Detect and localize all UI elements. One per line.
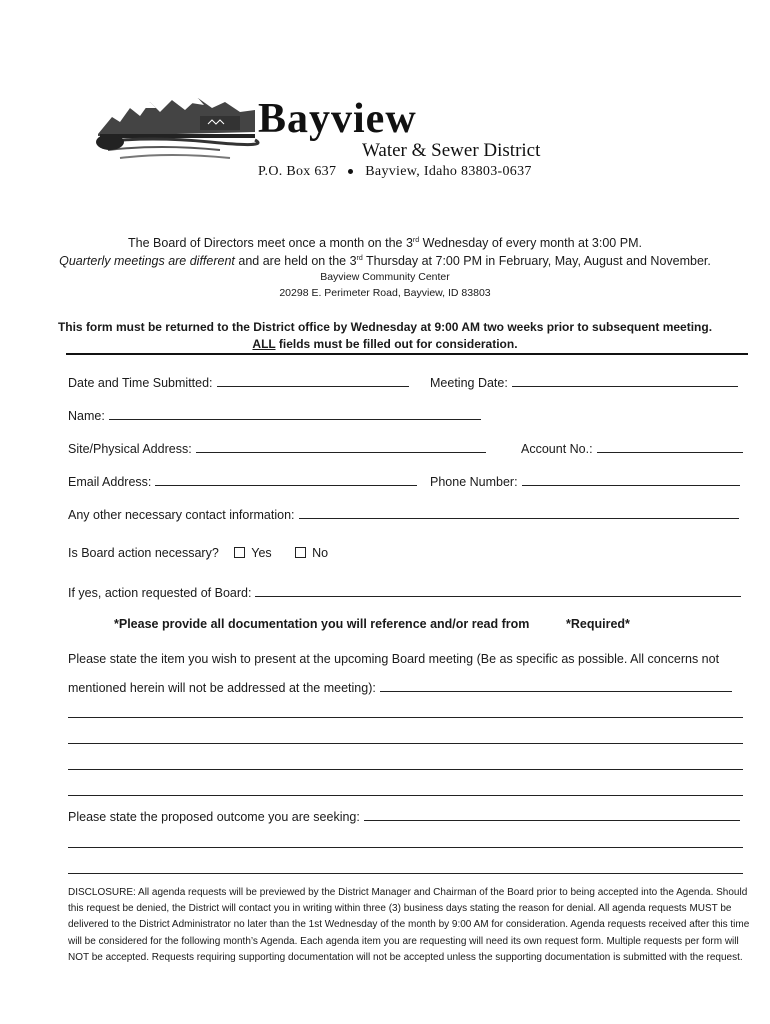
item-answer-line[interactable]: [68, 769, 743, 770]
fields-required-notice: ALL fields must be filled out for consideration.: [252, 337, 518, 351]
item-answer-line[interactable]: [68, 743, 743, 744]
return-notice: This form must be returned to the District office by Wednesday at 9:00 AM two weeks prior to subsequent meeting.: [57, 320, 713, 334]
board-action-question: Is Board action necessary? Yes No: [68, 546, 329, 560]
header-divider: [66, 353, 748, 355]
mountain-lake-logo: [90, 72, 260, 172]
po-box: P.O. Box 637: [258, 164, 337, 179]
no-label: No: [312, 546, 329, 560]
city-line: Bayview, Idaho 83803-0637: [365, 164, 532, 179]
outcome-answer-line[interactable]: [68, 873, 743, 874]
outcome-answer-line[interactable]: [68, 847, 743, 848]
phone-field[interactable]: Phone Number:: [430, 473, 740, 489]
meeting-schedule-line1: The Board of Directors meet once a month on the 3rd Wednesday of every month at 3:00 PM.: [128, 236, 642, 250]
item-answer-line[interactable]: [68, 795, 743, 796]
disclosure-text: DISCLOSURE: All agenda requests will be previewed by the District Manager and Chairman of the Board prior to being accepted into the Agenda. Should this request be denied, the District will contact you in writing within three (3) business days stating the reason for denial. All agenda requests MUST be delivered to the District Administrator no later than the 1st Wednesday of the month by 9:00 AM for consideration. Agenda requests received after this time will be considered for the following month’s Agenda. Each agenda item you are requesting will need its own request form. Multiple requests per form will NOT be accepted. Requests requiring supporting documentation will not be accepted unless the supporting documentation is submitted with the request.: [68, 887, 750, 963]
brand-subtitle: Water & Sewer District: [362, 140, 541, 161]
email-field[interactable]: Email Address:: [68, 473, 417, 489]
name-field[interactable]: Name:: [68, 407, 481, 423]
required-note: *Required*: [566, 617, 630, 631]
meeting-schedule-line2: Quarterly meetings are different and are held on the 3rd Thursday at 7:00 PM in February, May, August and November.: [59, 254, 711, 268]
date-submitted-field[interactable]: Date and Time Submitted:: [68, 374, 409, 390]
meeting-date-field[interactable]: Meeting Date:: [430, 374, 738, 390]
letterhead-address: [258, 164, 532, 180]
action-requested-field[interactable]: If yes, action requested of Board:: [68, 584, 741, 600]
item-prompt-field[interactable]: mentioned herein will not be addressed at the meeting):: [68, 679, 732, 695]
yes-label: Yes: [251, 546, 272, 560]
brand-name: Bayview: [258, 96, 417, 142]
venue-address: 20298 E. Perimeter Road, Bayview, ID 83803: [279, 287, 491, 299]
bullet-icon: [348, 169, 353, 174]
no-checkbox[interactable]: [295, 547, 306, 558]
item-answer-line[interactable]: [68, 717, 743, 718]
account-number-field[interactable]: Account No.:: [521, 440, 743, 456]
site-address-field[interactable]: Site/Physical Address:: [68, 440, 486, 456]
yes-checkbox[interactable]: [234, 547, 245, 558]
other-contact-field[interactable]: Any other necessary contact information:: [68, 506, 739, 522]
venue-name: Bayview Community Center: [320, 271, 450, 283]
item-prompt-line1: Please state the item you wish to present at the upcoming Board meeting (Be as specific as possible. All concerns not: [68, 652, 720, 666]
documentation-note: *Please provide all documentation you will reference and/or read from: [114, 617, 530, 631]
outcome-prompt-field[interactable]: Please state the proposed outcome you are seeking:: [68, 808, 740, 824]
